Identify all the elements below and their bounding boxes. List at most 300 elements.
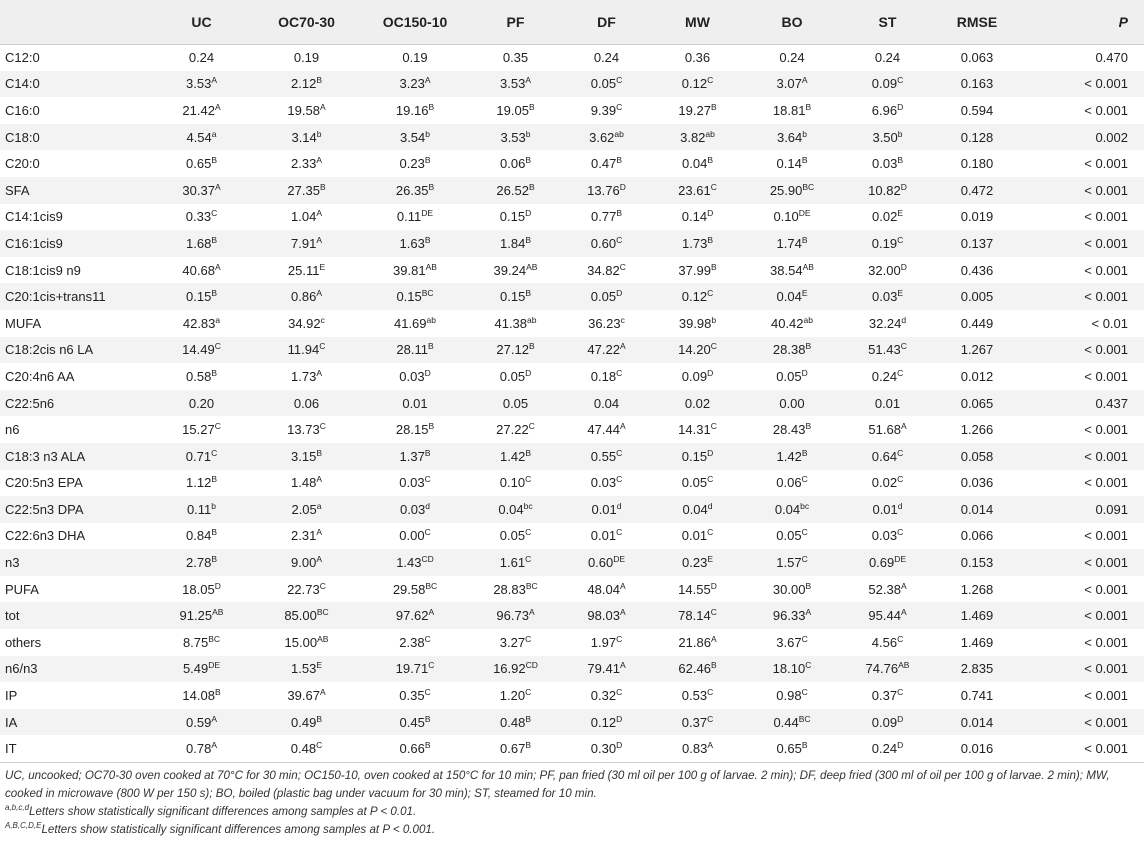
- table-row: [0, 97, 1144, 124]
- table-cell: [360, 496, 470, 523]
- cell-value: 0.01: [590, 528, 617, 544]
- significance-letter: C: [897, 687, 904, 698]
- p-value-cell: < 0.001: [1084, 688, 1128, 704]
- table-cell: [652, 656, 743, 683]
- cell-value: 1.74: [776, 235, 802, 251]
- table-cell: [470, 549, 561, 576]
- table-cell: [743, 257, 841, 284]
- cell-value: 0.58: [186, 368, 212, 384]
- table-cell: [841, 230, 934, 257]
- significance-letter: A: [619, 341, 626, 352]
- cell-value: 78.14: [678, 608, 711, 624]
- cell-value: 52.38: [868, 581, 901, 597]
- row-label: C22:5n3 DPA: [5, 501, 84, 517]
- header-cell-oc150-10: OC150-10: [360, 0, 470, 44]
- cell-value: 0.03: [590, 475, 617, 491]
- cell-value: 0.71: [185, 448, 212, 464]
- significance-letter: d: [425, 500, 431, 511]
- significance-letter: C: [900, 341, 907, 352]
- table-cell: [253, 204, 360, 231]
- significance-letter: ab: [426, 314, 436, 325]
- significance-letter: C: [616, 687, 623, 698]
- significance-letter: C: [801, 527, 808, 538]
- cell-value: 1.20: [499, 688, 526, 704]
- significance-letter: d: [616, 500, 622, 511]
- table-row: [0, 602, 1144, 629]
- cell-value: 28.43: [772, 422, 806, 438]
- cell-value: 0.11: [396, 209, 422, 225]
- cell-value: 0.24: [779, 50, 805, 66]
- cell-value: 1.57: [776, 555, 802, 571]
- significance-letter: A: [900, 607, 907, 618]
- significance-letter: A: [805, 607, 812, 618]
- significance-letter: C: [319, 421, 326, 432]
- table-cell: [841, 523, 934, 550]
- table-cell: [743, 150, 841, 177]
- significance-letter: B: [616, 155, 622, 166]
- table-cell: [561, 71, 652, 98]
- significance-letter: C: [316, 740, 323, 751]
- table-cell: [743, 602, 841, 629]
- significance-letter: E: [319, 261, 326, 272]
- significance-letter: C: [710, 341, 717, 352]
- significance-letter: D: [616, 288, 623, 299]
- table-cell: [150, 416, 253, 443]
- table-cell: [253, 682, 360, 709]
- significance-letter: B: [707, 234, 713, 245]
- significance-letter: C: [707, 75, 714, 86]
- cell-value: 25.90: [769, 182, 803, 198]
- cell-value: 2.38: [399, 634, 425, 650]
- significance-letter: A: [900, 421, 907, 432]
- cell-value: 51.43: [868, 342, 901, 358]
- cell-value: 0.67: [500, 741, 526, 757]
- cell-value: 96.73: [496, 608, 529, 624]
- significance-letter: D: [214, 580, 221, 591]
- header-cell-rmse: RMSE: [934, 0, 1020, 44]
- table-cell: [360, 629, 470, 656]
- table-cell: [150, 283, 253, 310]
- footnote-uppercase-text: Letters show statistically significant differences among samples at P < 0.001.: [41, 823, 436, 837]
- cell-value: 0.23: [399, 156, 425, 172]
- table-cell: [360, 97, 470, 124]
- cell-value: 0.04: [776, 289, 802, 305]
- table-cell: [561, 602, 652, 629]
- rmse-cell: 0.137: [960, 235, 994, 251]
- cell-value: 0.64: [871, 448, 898, 464]
- significance-letter: A: [316, 208, 322, 219]
- cell-value: 0.24: [871, 368, 898, 384]
- rmse-cell: 2.835: [960, 661, 994, 677]
- significance-letter: CD: [421, 554, 434, 565]
- table-cell: [360, 124, 470, 151]
- table-cell: [561, 682, 652, 709]
- significance-letter: BC: [798, 713, 811, 724]
- cell-value: 27.12: [496, 342, 529, 358]
- table-cell: [150, 496, 253, 523]
- significance-letter: B: [211, 367, 217, 378]
- table-cell: [652, 682, 743, 709]
- significance-letter: A: [619, 660, 626, 671]
- significance-letter: C: [805, 660, 812, 671]
- significance-letter: C: [897, 633, 904, 644]
- cell-value: 28.83: [493, 581, 526, 597]
- cell-value: 28.11: [396, 342, 428, 358]
- cell-value: 3.27: [499, 634, 526, 650]
- rmse-cell: 0.153: [960, 555, 994, 571]
- table-footnotes: [0, 763, 1144, 839]
- table-cell: [253, 150, 360, 177]
- cell-value: 62.46: [678, 661, 711, 677]
- header-cell-bo: BO: [743, 0, 841, 44]
- cell-value: 1.53: [291, 661, 317, 677]
- table-cell: [470, 470, 561, 497]
- significance-letter: B: [528, 181, 535, 192]
- significance-letter: A: [316, 234, 322, 245]
- cell-value: 38.54: [770, 262, 803, 278]
- significance-letter: E: [801, 288, 808, 299]
- table-row: [0, 735, 1144, 762]
- table-cell: [841, 416, 934, 443]
- table-cell: [743, 124, 841, 151]
- p-value-cell: < 0.001: [1084, 475, 1128, 491]
- table-cell: [253, 656, 360, 683]
- p-value-cell: 0.091: [1095, 501, 1128, 517]
- significance-letter: D: [525, 367, 532, 378]
- cell-value: 0.98: [776, 688, 802, 704]
- table-cell: [470, 496, 561, 523]
- table-row: [0, 310, 1144, 337]
- significance-letter: A: [619, 580, 626, 591]
- significance-letter: B: [525, 234, 531, 245]
- p-value-cell: < 0.001: [1084, 714, 1128, 730]
- table-cell: [150, 230, 253, 257]
- significance-letter: C: [214, 421, 221, 432]
- table-cell: [561, 470, 652, 497]
- table-cell: [253, 310, 360, 337]
- significance-letter: C: [616, 75, 623, 86]
- cell-value: 1.97: [590, 634, 617, 650]
- significance-letter: A: [619, 607, 626, 618]
- cell-value: 0.06: [293, 395, 320, 411]
- significance-letter: A: [316, 367, 322, 378]
- table-cell: [150, 523, 253, 550]
- cell-value: 51.68: [868, 422, 901, 438]
- rmse-cell: 0.058: [960, 448, 994, 464]
- table-cell: [652, 177, 743, 204]
- table-cell: [561, 44, 652, 71]
- significance-letter: BC: [425, 580, 438, 591]
- table-cell: [561, 549, 652, 576]
- cell-value: 85.00: [284, 608, 317, 624]
- significance-letter: DE: [894, 554, 907, 565]
- rmse-cell: 0.741: [960, 688, 994, 704]
- header-cell-st: ST: [841, 0, 934, 44]
- table-cell: [253, 523, 360, 550]
- row-label: C16:0: [5, 102, 40, 118]
- cell-value: 41.69: [393, 315, 427, 331]
- table-cell: [652, 416, 743, 443]
- table-row: [0, 390, 1144, 417]
- table-cell: [652, 523, 743, 550]
- table-cell: [470, 735, 561, 762]
- cell-value: 47.22: [587, 342, 620, 358]
- table-cell: [253, 709, 360, 736]
- significance-letter: D: [616, 713, 623, 724]
- significance-letter: C: [707, 713, 714, 724]
- p-value-cell: < 0.001: [1084, 209, 1128, 225]
- cell-value: 25.11: [287, 262, 320, 278]
- significance-letter: B: [710, 261, 717, 272]
- significance-letter: B: [319, 181, 326, 192]
- cell-value: 3.15: [291, 448, 317, 464]
- footnote-uppercase: [5, 821, 1139, 839]
- table-cell: [841, 310, 934, 337]
- cell-value: 0.15: [681, 448, 708, 464]
- significance-letter: A: [619, 421, 626, 432]
- cell-value: 5.49: [182, 661, 209, 677]
- cell-value: 0.05: [590, 76, 617, 92]
- p-value-cell: < 0.001: [1084, 528, 1128, 544]
- rmse-cell: 1.469: [960, 634, 994, 650]
- cell-value: 4.54: [186, 129, 212, 145]
- rmse-cell: 0.449: [960, 315, 994, 331]
- table-cell: [652, 470, 743, 497]
- significance-letter: A: [525, 75, 531, 86]
- cell-value: 1.63: [399, 235, 425, 251]
- cell-value: 3.62: [589, 129, 615, 145]
- rmse-cell: 1.469: [960, 608, 994, 624]
- table-cell: [652, 629, 743, 656]
- table-cell: [253, 629, 360, 656]
- cell-value: 0.24: [871, 741, 898, 757]
- cell-value: 15.00: [284, 634, 318, 650]
- table-cell: [561, 496, 652, 523]
- significance-letter: D: [525, 208, 532, 219]
- table-cell: [743, 735, 841, 762]
- table-cell: [743, 523, 841, 550]
- cell-value: 0.18: [590, 368, 617, 384]
- table-cell: [652, 150, 743, 177]
- cell-value: 3.54: [399, 129, 426, 145]
- table-cell: [841, 124, 934, 151]
- table-cell: [253, 71, 360, 98]
- table-cell: [743, 682, 841, 709]
- cell-value: 39.24: [493, 262, 527, 278]
- table-cell: [150, 337, 253, 364]
- row-label: tot: [5, 608, 20, 624]
- rmse-cell: 0.036: [960, 475, 994, 491]
- cell-value: 0.86: [291, 289, 317, 305]
- table-cell: [253, 44, 360, 71]
- table-cell: [743, 443, 841, 470]
- table-cell: [652, 283, 743, 310]
- table-cell: [841, 656, 934, 683]
- significance-letter: C: [801, 474, 808, 485]
- significance-letter: b: [525, 128, 531, 139]
- table-cell: [561, 523, 652, 550]
- rmse-cell: 0.014: [960, 714, 994, 730]
- table-cell: [561, 97, 652, 124]
- cell-value: 1.42: [776, 448, 802, 464]
- p-value-cell: 0.437: [1095, 395, 1128, 411]
- table-cell: [652, 390, 743, 417]
- significance-letter: C: [214, 341, 221, 352]
- cell-value: 1.68: [186, 235, 212, 251]
- significance-letter: B: [427, 341, 434, 352]
- table-cell: [470, 416, 561, 443]
- cell-value: 2.12: [291, 76, 317, 92]
- table-cell: [743, 337, 841, 364]
- table-cell: [360, 204, 470, 231]
- cell-value: 1.42: [500, 448, 526, 464]
- p-value-cell: < 0.001: [1084, 634, 1128, 650]
- table-cell: [360, 177, 470, 204]
- table-cell: [743, 363, 841, 390]
- row-label: C20:5n3 EPA: [5, 475, 83, 491]
- rmse-cell: 0.019: [960, 209, 994, 225]
- table-row: [0, 656, 1144, 683]
- table-cell: [360, 363, 470, 390]
- row-label: IA: [5, 714, 18, 730]
- cell-value: 0.49: [291, 714, 317, 730]
- cell-value: 1.37: [399, 448, 425, 464]
- table-cell: [360, 523, 470, 550]
- table-cell: [360, 682, 470, 709]
- header-cell-pf: PF: [470, 0, 561, 44]
- cell-value: 0.04: [593, 395, 620, 411]
- significance-letter: E: [897, 208, 903, 219]
- significance-letter: B: [316, 713, 322, 724]
- cell-value: 0.01: [874, 395, 901, 411]
- cell-value: 0.47: [591, 156, 617, 172]
- p-value-cell: 0.002: [1095, 129, 1128, 145]
- cell-value: 0.66: [399, 741, 425, 757]
- cell-value: 30.00: [772, 581, 806, 597]
- cell-value: 0.44: [773, 714, 799, 730]
- significance-letter: A: [801, 75, 808, 86]
- rmse-cell: 0.012: [960, 368, 994, 384]
- cell-value: 0.12: [681, 76, 708, 92]
- rmse-cell: 1.268: [960, 581, 994, 597]
- table-cell: [470, 150, 561, 177]
- table-cell: [360, 257, 470, 284]
- row-label: n6/n3: [5, 661, 38, 677]
- table-cell: [150, 97, 253, 124]
- table-row: [0, 44, 1144, 71]
- significance-letter: C: [424, 633, 431, 644]
- table-row: [0, 257, 1144, 284]
- cell-value: 19.58: [287, 102, 320, 118]
- cell-value: 39.67: [287, 688, 320, 704]
- significance-letter: A: [316, 474, 322, 485]
- table-row: [0, 523, 1144, 550]
- significance-letter: C: [710, 607, 717, 618]
- significance-letter: A: [319, 687, 326, 698]
- table-cell: [470, 337, 561, 364]
- significance-letter: B: [211, 527, 217, 538]
- cell-value: 21.86: [678, 634, 711, 650]
- significance-letter: C: [616, 474, 623, 485]
- cell-value: 1.12: [186, 475, 212, 491]
- table-cell: [561, 283, 652, 310]
- significance-letter: C: [525, 633, 532, 644]
- table-row: [0, 443, 1144, 470]
- cell-value: 0.10: [773, 209, 799, 225]
- significance-letter: bc: [800, 500, 810, 511]
- significance-letter: C: [428, 660, 435, 671]
- table-cell: [841, 602, 934, 629]
- table-cell: [150, 71, 253, 98]
- cell-value: 40.42: [770, 315, 804, 331]
- significance-letter: E: [316, 660, 322, 671]
- table-row: [0, 682, 1144, 709]
- table-cell: [841, 390, 934, 417]
- table-cell: [841, 496, 934, 523]
- significance-letter: A: [528, 607, 535, 618]
- cell-value: 3.07: [776, 76, 802, 92]
- cell-value: 0.53: [681, 688, 708, 704]
- table-cell: [841, 576, 934, 603]
- significance-letter: A: [214, 181, 221, 192]
- significance-letter: E: [897, 288, 903, 299]
- cell-value: 1.43: [396, 555, 422, 571]
- significance-letter: C: [616, 633, 623, 644]
- significance-letter: B: [805, 580, 812, 591]
- table-cell: [360, 150, 470, 177]
- significance-letter: B: [424, 740, 431, 751]
- table-cell: [253, 470, 360, 497]
- significance-letter: C: [801, 687, 808, 698]
- table-cell: [743, 390, 841, 417]
- table-cell: [841, 97, 934, 124]
- significance-letter: D: [616, 740, 623, 751]
- table-cell: [561, 337, 652, 364]
- cell-value: 22.73: [287, 581, 320, 597]
- significance-letter: ab: [803, 314, 813, 325]
- table-cell: [841, 71, 934, 98]
- cell-value: 3.67: [776, 634, 802, 650]
- significance-letter: b: [316, 128, 322, 139]
- rmse-cell: 0.014: [960, 501, 994, 517]
- cell-value: 30.37: [182, 182, 215, 198]
- row-label: C18:3 n3 ALA: [5, 448, 86, 464]
- table-cell: [743, 44, 841, 71]
- cell-value: 6.96: [871, 102, 898, 118]
- cell-value: 8.75: [182, 634, 209, 650]
- table-cell: [470, 44, 561, 71]
- cell-value: 74.76: [865, 661, 899, 677]
- significance-letter: AB: [802, 261, 814, 272]
- p-value-cell: 0.470: [1095, 50, 1128, 66]
- table-row: [0, 629, 1144, 656]
- cell-value: 0.05: [499, 368, 526, 384]
- significance-letter: B: [897, 155, 903, 166]
- table-cell: [470, 523, 561, 550]
- significance-letter: C: [897, 234, 904, 245]
- table-cell: [470, 682, 561, 709]
- table-cell: [561, 150, 652, 177]
- rmse-cell: 0.594: [960, 102, 994, 118]
- table-cell: [150, 576, 253, 603]
- p-value-cell: < 0.001: [1084, 182, 1128, 198]
- cell-value: 32.00: [868, 262, 901, 278]
- significance-letter: CD: [525, 660, 538, 671]
- cell-value: 3.64: [776, 129, 803, 145]
- p-value-cell: < 0.001: [1084, 235, 1128, 251]
- table-row: [0, 470, 1144, 497]
- cell-value: 14.49: [182, 342, 215, 358]
